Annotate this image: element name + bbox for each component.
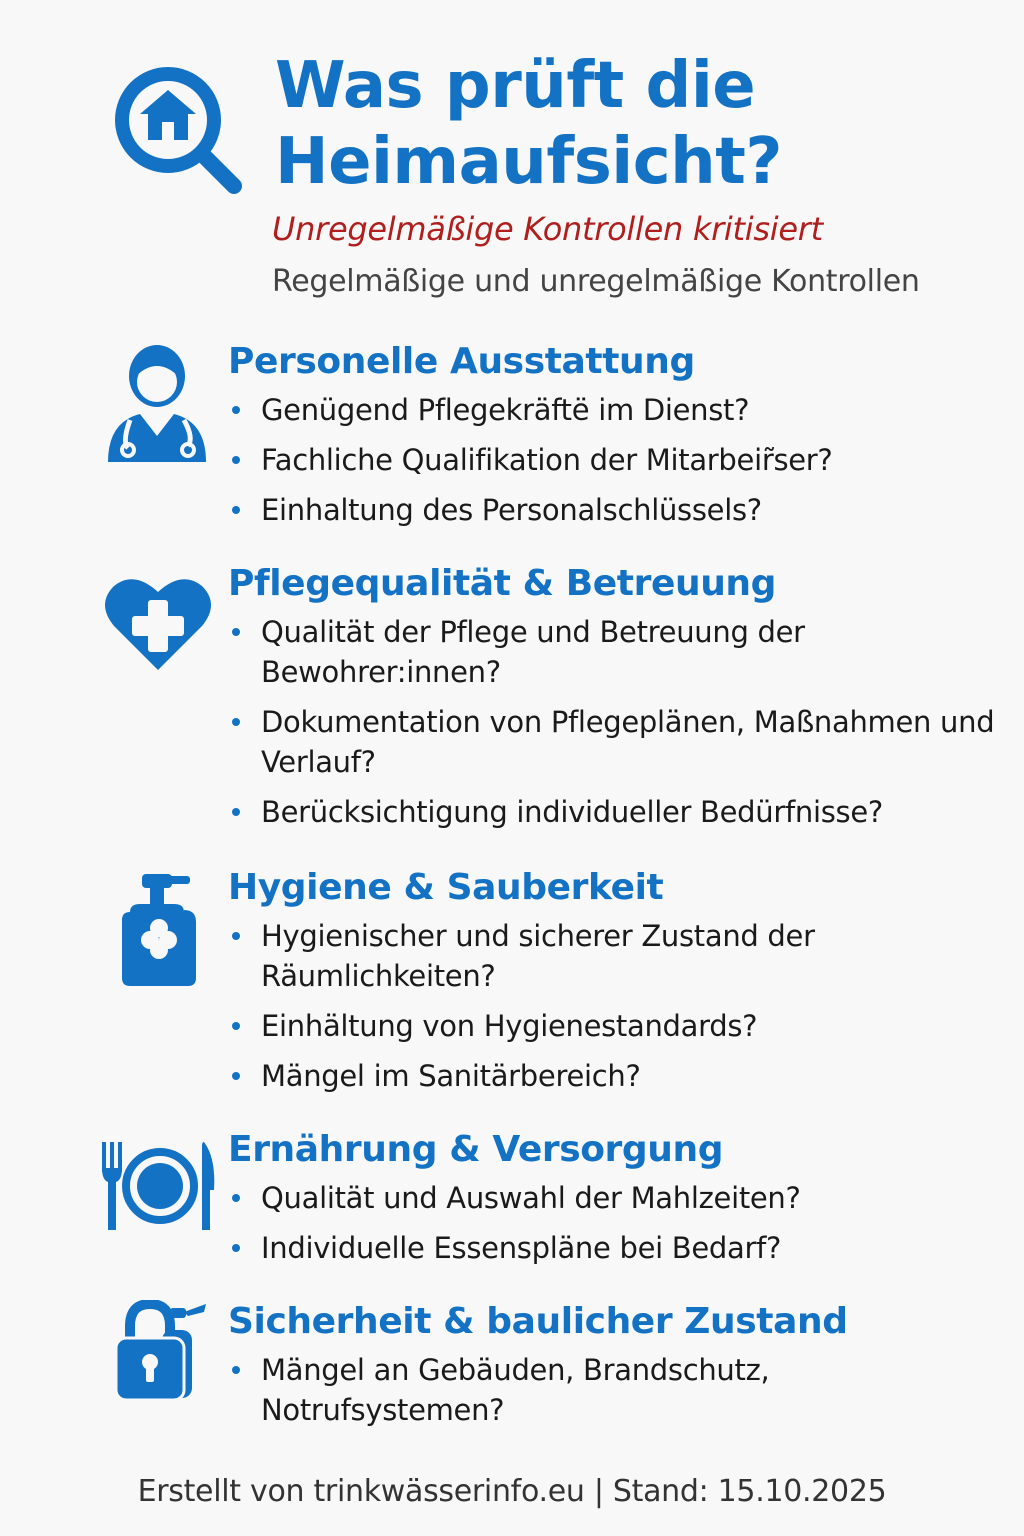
bullet-dot [232,628,240,636]
subtitle-highlight: Unregelmäßige Kontrollen kritisiert [272,210,823,248]
list-item: Einhaltung des Personalschlüssels? [228,490,998,530]
section-title: Pflegequalität & Betreuung [228,563,777,604]
bullet-list [228,1178,998,1278]
list-item: Qualität der Pflege und Betreuung der Bewohrer:innen? [228,612,1008,692]
list-item: Berücksichtigung individueller Bedürfnisse? [228,792,1008,832]
bullet-list [228,390,998,540]
list-item: Qualität und Auswahl der Mahlzeiten? [228,1178,998,1218]
bullet-dot [232,1022,240,1030]
bullet-dot [232,1244,240,1252]
section-title: Hygiene & Sauberkeit [228,867,664,908]
list-item: Mängel im Sanitärbereich? [228,1056,988,1096]
header-magnifier-house-icon [110,62,250,202]
bullet-dot [232,1366,240,1374]
doctor-icon [100,340,220,460]
page-title: Was prüft die Heimaufsicht? [275,49,782,199]
bullet-dot [232,506,240,514]
list-item: Genügend Pflegekräftë im Dienst? [228,390,998,430]
plate-cutlery-icon [100,1138,220,1258]
bullet-list [228,612,1008,842]
bullet-list [228,916,988,1106]
list-item: Individuelle Essenspläne bei Bedarf? [228,1228,998,1268]
subtitle: Regelmäßige und unregelmäßige Kontrollen [272,264,920,299]
bullet-dot [232,808,240,816]
bullet-list [228,1350,828,1440]
list-item: Fachliche Qualifikation der Mitarbeir̃ser? [228,440,998,480]
section-title: Ernährung & Versorgung [228,1129,724,1170]
list-item: Einhältung von Hygienestandards? [228,1006,988,1046]
bullet-dot [232,1072,240,1080]
lock-extinguisher-icon [100,1300,220,1420]
bullet-dot [232,932,240,940]
footer-credit: Erstellt von trinkwässerinfo.eu | Stand: 15.10.2025 [137,1474,887,1509]
heart-cross-icon [100,570,220,690]
list-item: Dokumentation von Pflegeplänen, Maßnahmen und Verlauf? [228,702,1008,782]
section-title: Personelle Ausstattung [228,341,695,382]
bullet-dot [232,456,240,464]
section-title: Sicherheit & baulicher Zustand [228,1301,848,1342]
bullet-dot [232,1194,240,1202]
bullet-dot [232,718,240,726]
soap-dispenser-icon [100,870,220,990]
bullet-dot [232,406,240,414]
list-item: Hygienischer und sicherer Zustand der Räumlichkeiten? [228,916,988,996]
list-item: Mängel an Gebäuden, Brandschutz, Notrufsystemen? [228,1350,828,1430]
